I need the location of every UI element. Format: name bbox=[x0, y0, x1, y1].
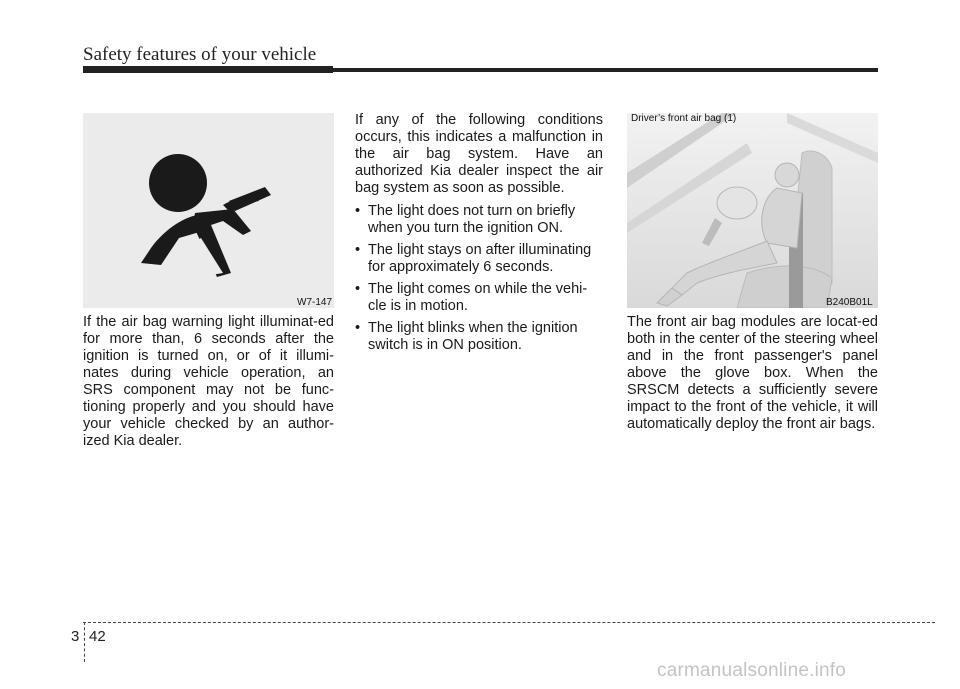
figure-code-right: B240B01L bbox=[826, 297, 873, 308]
malfunction-intro: If any of the following conditions occurs, this indicates a malfunction in the air bag system. Have an authorized Kia dealer inspect the air bag system as soon as possible. bbox=[355, 112, 603, 196]
figure-code-left: W7-147 bbox=[297, 297, 333, 308]
list-item: • The light comes on while the vehi-cle is in motion. bbox=[355, 281, 603, 315]
header-title: Safety features of your vehicle bbox=[83, 44, 317, 65]
airbag-warning-icon bbox=[83, 113, 334, 308]
airbag-warning-figure bbox=[83, 113, 334, 308]
malfunction-bullet-list bbox=[355, 203, 603, 354]
page-number: 42 bbox=[89, 628, 106, 645]
airbag-light-paragraph: If the air bag warning light illuminat-ed for more than, 6 seconds after the ignition is turned on, or of it illumi-nates during vehicle operation, an SRS component may not be func-tioning properly and you should have your vehicle checked by an author-ized Kia dealer. bbox=[83, 314, 334, 449]
list-item: • The light does not turn on briefly when you turn the ignition ON. bbox=[355, 203, 603, 237]
col3-paragraph bbox=[627, 314, 878, 433]
col2-text bbox=[355, 112, 603, 359]
figure-caption-right: Driver’s front air bag (1) bbox=[631, 113, 737, 124]
footer-divider bbox=[84, 622, 85, 662]
footer-rule bbox=[83, 622, 935, 623]
list-item: • The light stays on after illuminating for approximately 6 seconds. bbox=[355, 242, 603, 276]
front-airbag-paragraph: The front air bag modules are locat-ed both in the center of the steering wheel and in the front passenger's panel above the glove box. When the SRSCM detects a sufficiently severe impact to the front of the vehicle, it will automatically deploy the front air bags. bbox=[627, 314, 878, 432]
header-rule-accent bbox=[83, 66, 333, 73]
list-item: • The light blinks when the ignition switch is in ON position. bbox=[355, 320, 603, 354]
driver-airbag-illustration bbox=[627, 113, 878, 308]
section-number: 3 bbox=[71, 628, 80, 645]
watermark: carmanualsonline.info bbox=[657, 660, 847, 681]
driver-airbag-figure bbox=[627, 113, 878, 308]
col1-paragraph bbox=[83, 314, 334, 450]
